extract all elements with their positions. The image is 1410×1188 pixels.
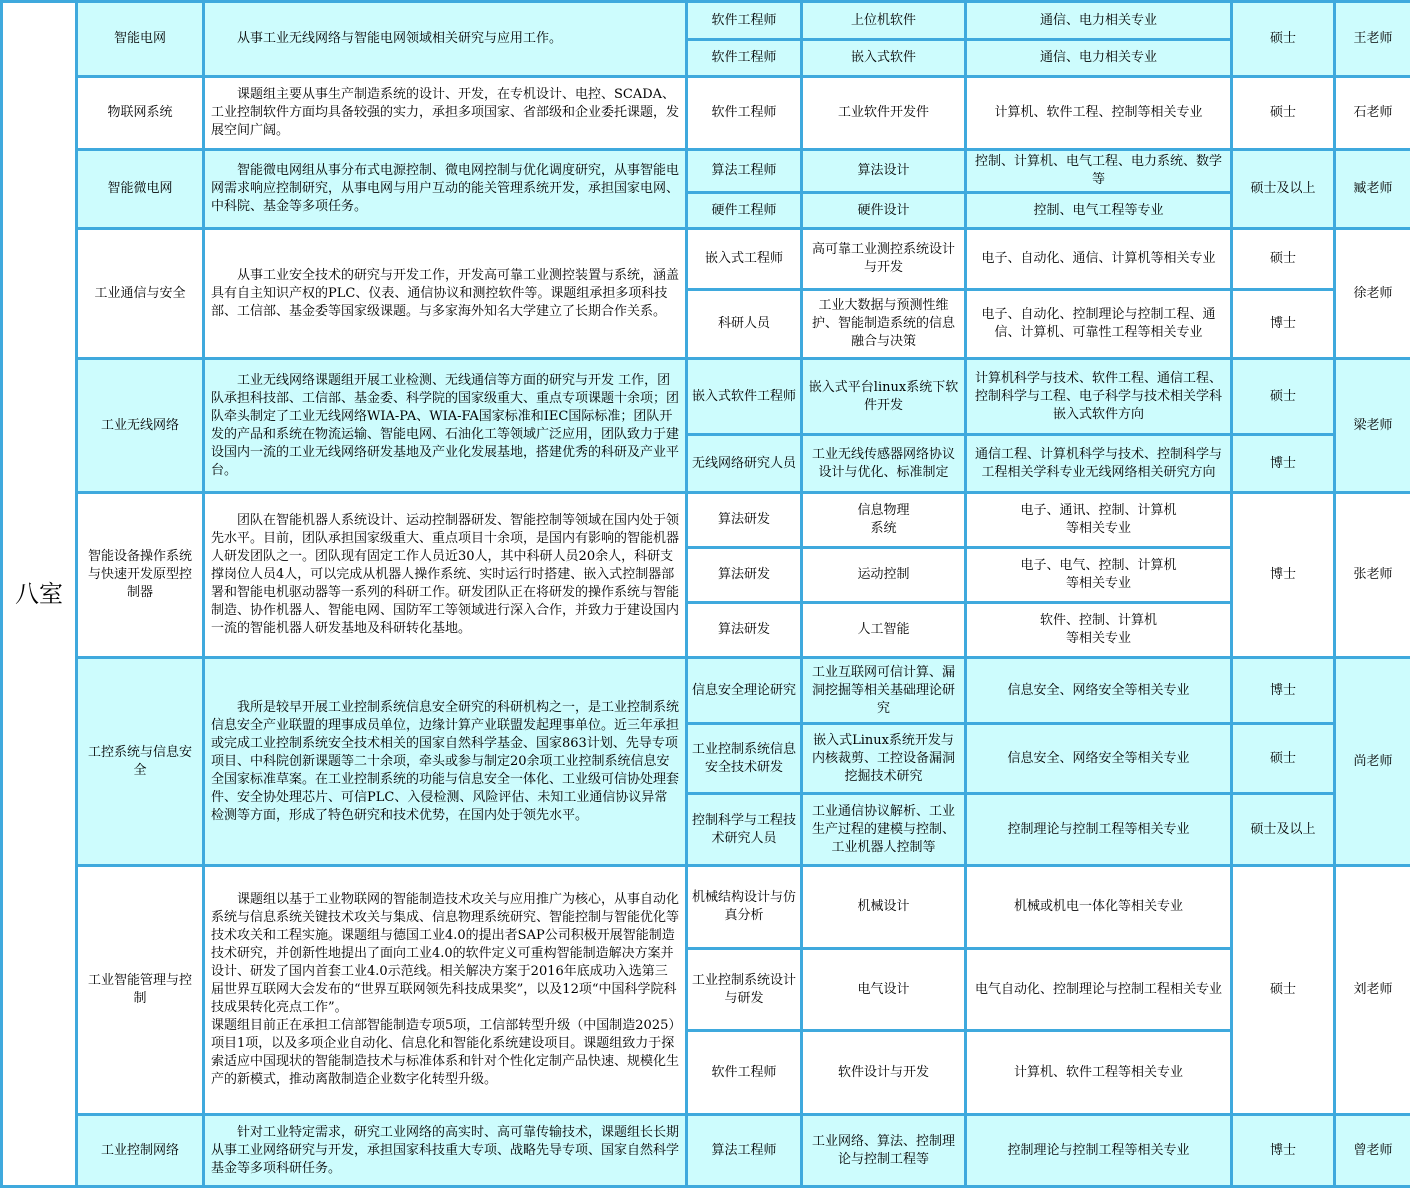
contact-cell: 张老师 <box>1335 493 1410 658</box>
table-row <box>2 150 1410 193</box>
major-cell: 控制、计算机、电气工程、电力系统、数学等 <box>966 150 1232 193</box>
contact-cell: 徐老师 <box>1335 229 1410 359</box>
major-cell: 软件、控制、计算机 等相关专业 <box>966 603 1232 658</box>
direction-cell: 软件设计与开发 <box>802 1031 966 1115</box>
group-name: 工控系统与信息安全 <box>77 658 204 866</box>
table-row <box>2 866 1410 949</box>
position-cell: 硬件工程师 <box>687 193 802 229</box>
group-description: 针对工业特定需求，研究工业网络的高实时、高可靠传输技术，课题组长长期从事工业网络研究与开发，承担国家科技重大专项、战略先导专项、国家自然科学基金等多项科研任务。 <box>204 1115 687 1187</box>
position-cell: 算法研发 <box>687 493 802 548</box>
degree-cell: 硕士 <box>1232 2 1335 77</box>
group-description: 课题组主要从事生产制造系统的设计、开发，在专机设计、电控、SCADA、工业控制软件方面均具备较强的实力，承担多项国家、省部级和企业委托课题，发展空间广阔。 <box>204 77 687 150</box>
group-description: 我所是较早开展工业控制系统信息安全研究的科研机构之一，是工业控制系统信息安全产业联盟的理事成员单位，边缘计算产业联盟发起理事单位。近三年承担或完成工业控制系统安全技术相关的国家自然科学基金、国家863计划、先导专项项目、中科院创新课题等二十余项，牵头或参与制定20余项工业控制系统信息安全国家标准草案。在工业控制系统的功能与信息安全一体化、工业级可信协处理套件、安全协处理芯片、可信PLC、入侵检测、风险评估、未知工业通信协议异常检测等方面，形成了特色研究和技术优势，在国内处于领先水平。 <box>204 658 687 866</box>
group-description: 从事工业无线网络与智能电网领域相关研究与应用工作。 <box>204 2 687 77</box>
position-cell: 无线网络研究人员 <box>687 435 802 493</box>
degree-cell: 硕士 <box>1232 724 1335 794</box>
major-cell: 电气自动化、控制理论与控制工程相关专业 <box>966 949 1232 1031</box>
contact-cell: 曾老师 <box>1335 1115 1410 1187</box>
major-cell: 控制理论与控制工程等相关专业 <box>966 794 1232 866</box>
direction-cell: 嵌入式Linux系统开发与内核裁剪、工控设备漏洞挖掘技术研究 <box>802 724 966 794</box>
major-cell: 控制、电气工程等专业 <box>966 193 1232 229</box>
direction-cell: 硬件设计 <box>802 193 966 229</box>
contact-cell: 王老师 <box>1335 2 1410 77</box>
major-cell: 电子、自动化、控制理论与控制工程、通信、计算机、可靠性工程等相关专业 <box>966 290 1232 359</box>
contact-cell: 尚老师 <box>1335 658 1410 866</box>
degree-cell: 博士 <box>1232 435 1335 493</box>
group-name: 工业通信与安全 <box>77 229 204 359</box>
degree-cell: 硕士及以上 <box>1232 794 1335 866</box>
group-description: 智能微电网组从事分布式电源控制、微电网控制与优化调度研究，从事智能电网需求响应控制研究，从事电网与用户互动的能关管理系统开发，承担国家电网、中科院、基金等多项任务。 <box>204 150 687 229</box>
direction-cell: 工业网络、算法、控制理论与控制工程等 <box>802 1115 966 1187</box>
degree-cell: 博士 <box>1232 290 1335 359</box>
position-cell: 软件工程师 <box>687 40 802 77</box>
group-description: 团队在智能机器人系统设计、运动控制器研发、智能控制等领域在国内处于领先水平。目前，团队承担国家级重大、重点项目十余项，是国内有影响的智能机器人研发团队之一。团队现有固定工作人员近30人，其中科研人员20余人，科研支撑岗位人员4人，可以完成从机器人操作系统、实时运行时搭建、嵌入式控制器部署和智能电机驱动器等一系列的科研工作。研发团队正在将研发的操作系统与智能制造、协作机器人、智能电网、国防军工等领域进行深入合作，并致力于建设国内一流的智能机器人研发基地及科研转化基地。 <box>204 493 687 658</box>
direction-cell: 嵌入式平台linux系统下软件开发 <box>802 359 966 435</box>
degree-cell: 硕士及以上 <box>1232 150 1335 229</box>
contact-cell: 臧老师 <box>1335 150 1410 229</box>
major-cell: 计算机、软件工程等相关专业 <box>966 1031 1232 1115</box>
group-name: 智能微电网 <box>77 150 204 229</box>
degree-cell: 硕士 <box>1232 77 1335 150</box>
direction-cell: 机械设计 <box>802 866 966 949</box>
degree-cell: 硕士 <box>1232 229 1335 290</box>
position-cell: 算法工程师 <box>687 1115 802 1187</box>
group-name: 物联网系统 <box>77 77 204 150</box>
direction-cell: 上位机软件 <box>802 2 966 40</box>
position-cell: 软件工程师 <box>687 2 802 40</box>
direction-cell: 嵌入式软件 <box>802 40 966 77</box>
position-cell: 软件工程师 <box>687 77 802 150</box>
degree-cell: 硕士 <box>1232 359 1335 435</box>
table-row <box>2 1115 1410 1187</box>
table-row <box>2 658 1410 724</box>
position-cell: 机械结构设计与仿真分析 <box>687 866 802 949</box>
major-cell: 信息安全、网络安全等相关专业 <box>966 658 1232 724</box>
position-cell: 科研人员 <box>687 290 802 359</box>
position-cell: 软件工程师 <box>687 1031 802 1115</box>
major-cell: 电子、自动化、通信、计算机等相关专业 <box>966 229 1232 290</box>
major-cell: 机械或机电一体化等相关专业 <box>966 866 1232 949</box>
contact-cell: 石老师 <box>1335 77 1410 150</box>
group-description: 从事工业安全技术的研究与开发工作，开发高可靠工业测控装置与系统，涵盖具有自主知识产权的PLC、仪表、通信协议和测控软件等。课题组承担多项科技部、工信部、基金委等国家级课题。与多家海外知名大学建立了长期合作关系。 <box>204 229 687 359</box>
direction-cell: 算法设计 <box>802 150 966 193</box>
major-cell: 通信工程、计算机科学与技术、控制科学与工程相关学科专业无线网络相关研究方向 <box>966 435 1232 493</box>
major-cell: 计算机科学与技术、软件工程、通信工程、控制科学与工程、电子科学与技术相关学科嵌入式软件方向 <box>966 359 1232 435</box>
position-cell: 嵌入式软件工程师 <box>687 359 802 435</box>
table-row <box>2 2 1410 40</box>
major-cell: 控制理论与控制工程等相关专业 <box>966 1115 1232 1187</box>
degree-cell: 博士 <box>1232 658 1335 724</box>
major-cell: 电子、通讯、控制、计算机 等相关专业 <box>966 493 1232 548</box>
group-name: 工业无线网络 <box>77 359 204 493</box>
direction-cell: 高可靠工业测控系统设计与开发 <box>802 229 966 290</box>
group-name: 智能设备操作系统与快速开发原型控制器 <box>77 493 204 658</box>
position-cell: 控制科学与工程技术研究人员 <box>687 794 802 866</box>
position-cell: 嵌入式工程师 <box>687 229 802 290</box>
direction-cell: 工业互联网可信计算、漏洞挖掘等相关基础理论研究 <box>802 658 966 724</box>
group-name: 工业智能管理与控制 <box>77 866 204 1115</box>
position-cell: 算法研发 <box>687 603 802 658</box>
position-cell: 工业控制系统设计与研发 <box>687 949 802 1031</box>
major-cell: 通信、电力相关专业 <box>966 40 1232 77</box>
position-cell: 信息安全理论研究 <box>687 658 802 724</box>
direction-cell: 工业大数据与预测性维护、智能制造系统的信息融合与决策 <box>802 290 966 359</box>
group-name: 智能电网 <box>77 2 204 77</box>
direction-cell: 信息物理 系统 <box>802 493 966 548</box>
major-cell: 电子、电气、控制、计算机 等相关专业 <box>966 548 1232 603</box>
direction-cell: 工业无线传感器网络协议设计与优化、标准制定 <box>802 435 966 493</box>
table-row <box>2 493 1410 548</box>
degree-cell: 硕士 <box>1232 866 1335 1115</box>
degree-cell: 博士 <box>1232 493 1335 658</box>
direction-cell: 人工智能 <box>802 603 966 658</box>
major-cell: 信息安全、网络安全等相关专业 <box>966 724 1232 794</box>
direction-cell: 电气设计 <box>802 949 966 1031</box>
direction-cell: 工业通信协议解析、工业生产过程的建模与控制、工业机器人控制等 <box>802 794 966 866</box>
table-row <box>2 77 1410 150</box>
table-row <box>2 229 1410 290</box>
contact-cell: 梁老师 <box>1335 359 1410 493</box>
major-cell: 计算机、软件工程、控制等相关专业 <box>966 77 1232 150</box>
degree-cell: 博士 <box>1232 1115 1335 1187</box>
major-cell: 通信、电力相关专业 <box>966 2 1232 40</box>
position-cell: 工业控制系统信息安全技术研发 <box>687 724 802 794</box>
group-name: 工业控制网络 <box>77 1115 204 1187</box>
table-row <box>2 359 1410 435</box>
direction-cell: 运动控制 <box>802 548 966 603</box>
group-description: 工业无线网络课题组开展工业检测、无线通信等方面的研究与开发 工作，团队承担科技部、工信部、基金委、科学院的国家级重大、重点专项课题十余项；团队牵头制定了工业无线网络WIA-PA、WIA-FA国家标准和IEC国际标准；团队开发的产品和系统在物流运输、智能电网、石油化工等领域广泛应用，团队致力于建设国内一流的工业无线网络研发基地及产业化发展基地，搭建优秀的科研及产业平台。 <box>204 359 687 493</box>
direction-cell: 工业软件开发件 <box>802 77 966 150</box>
position-cell: 算法研发 <box>687 548 802 603</box>
contact-cell: 刘老师 <box>1335 866 1410 1115</box>
group-description: 课题组以基于工业物联网的智能制造技术攻关与应用推广为核心，从事自动化系统与信息系统关键技术攻关与集成、信息物理系统研究、智能控制与智能优化等技术攻关和工程实施。课题组与德国工业4.0的提出者SAP公司积极开展智能制造技术研究，并创新性地提出了面向工业4.0的软件定义可重构智能制造解决方案并设计、研发了国内首套工业4.0示范线。相关解决方案于2016年底成功入选第三届世界互联网大会发布的“世界互联网领先科技成果奖”，以及12项“中国科学院科技成果转化亮点工作”。 课题组目前正在承担工信部智能制造专项5项，工信部转型升级（中国制造2025）项目1项，以及多项企业自动化、信息化和智能化系统建设项目。课题组致力于探索适应中国现状的智能制造技术与标准体系和针对个性化定制产品快速、规模化生产的新模式，推动离散制造企业数字化转型升级。 <box>204 866 687 1115</box>
position-cell: 算法工程师 <box>687 150 802 193</box>
department-cell: 八室 <box>2 2 77 1187</box>
